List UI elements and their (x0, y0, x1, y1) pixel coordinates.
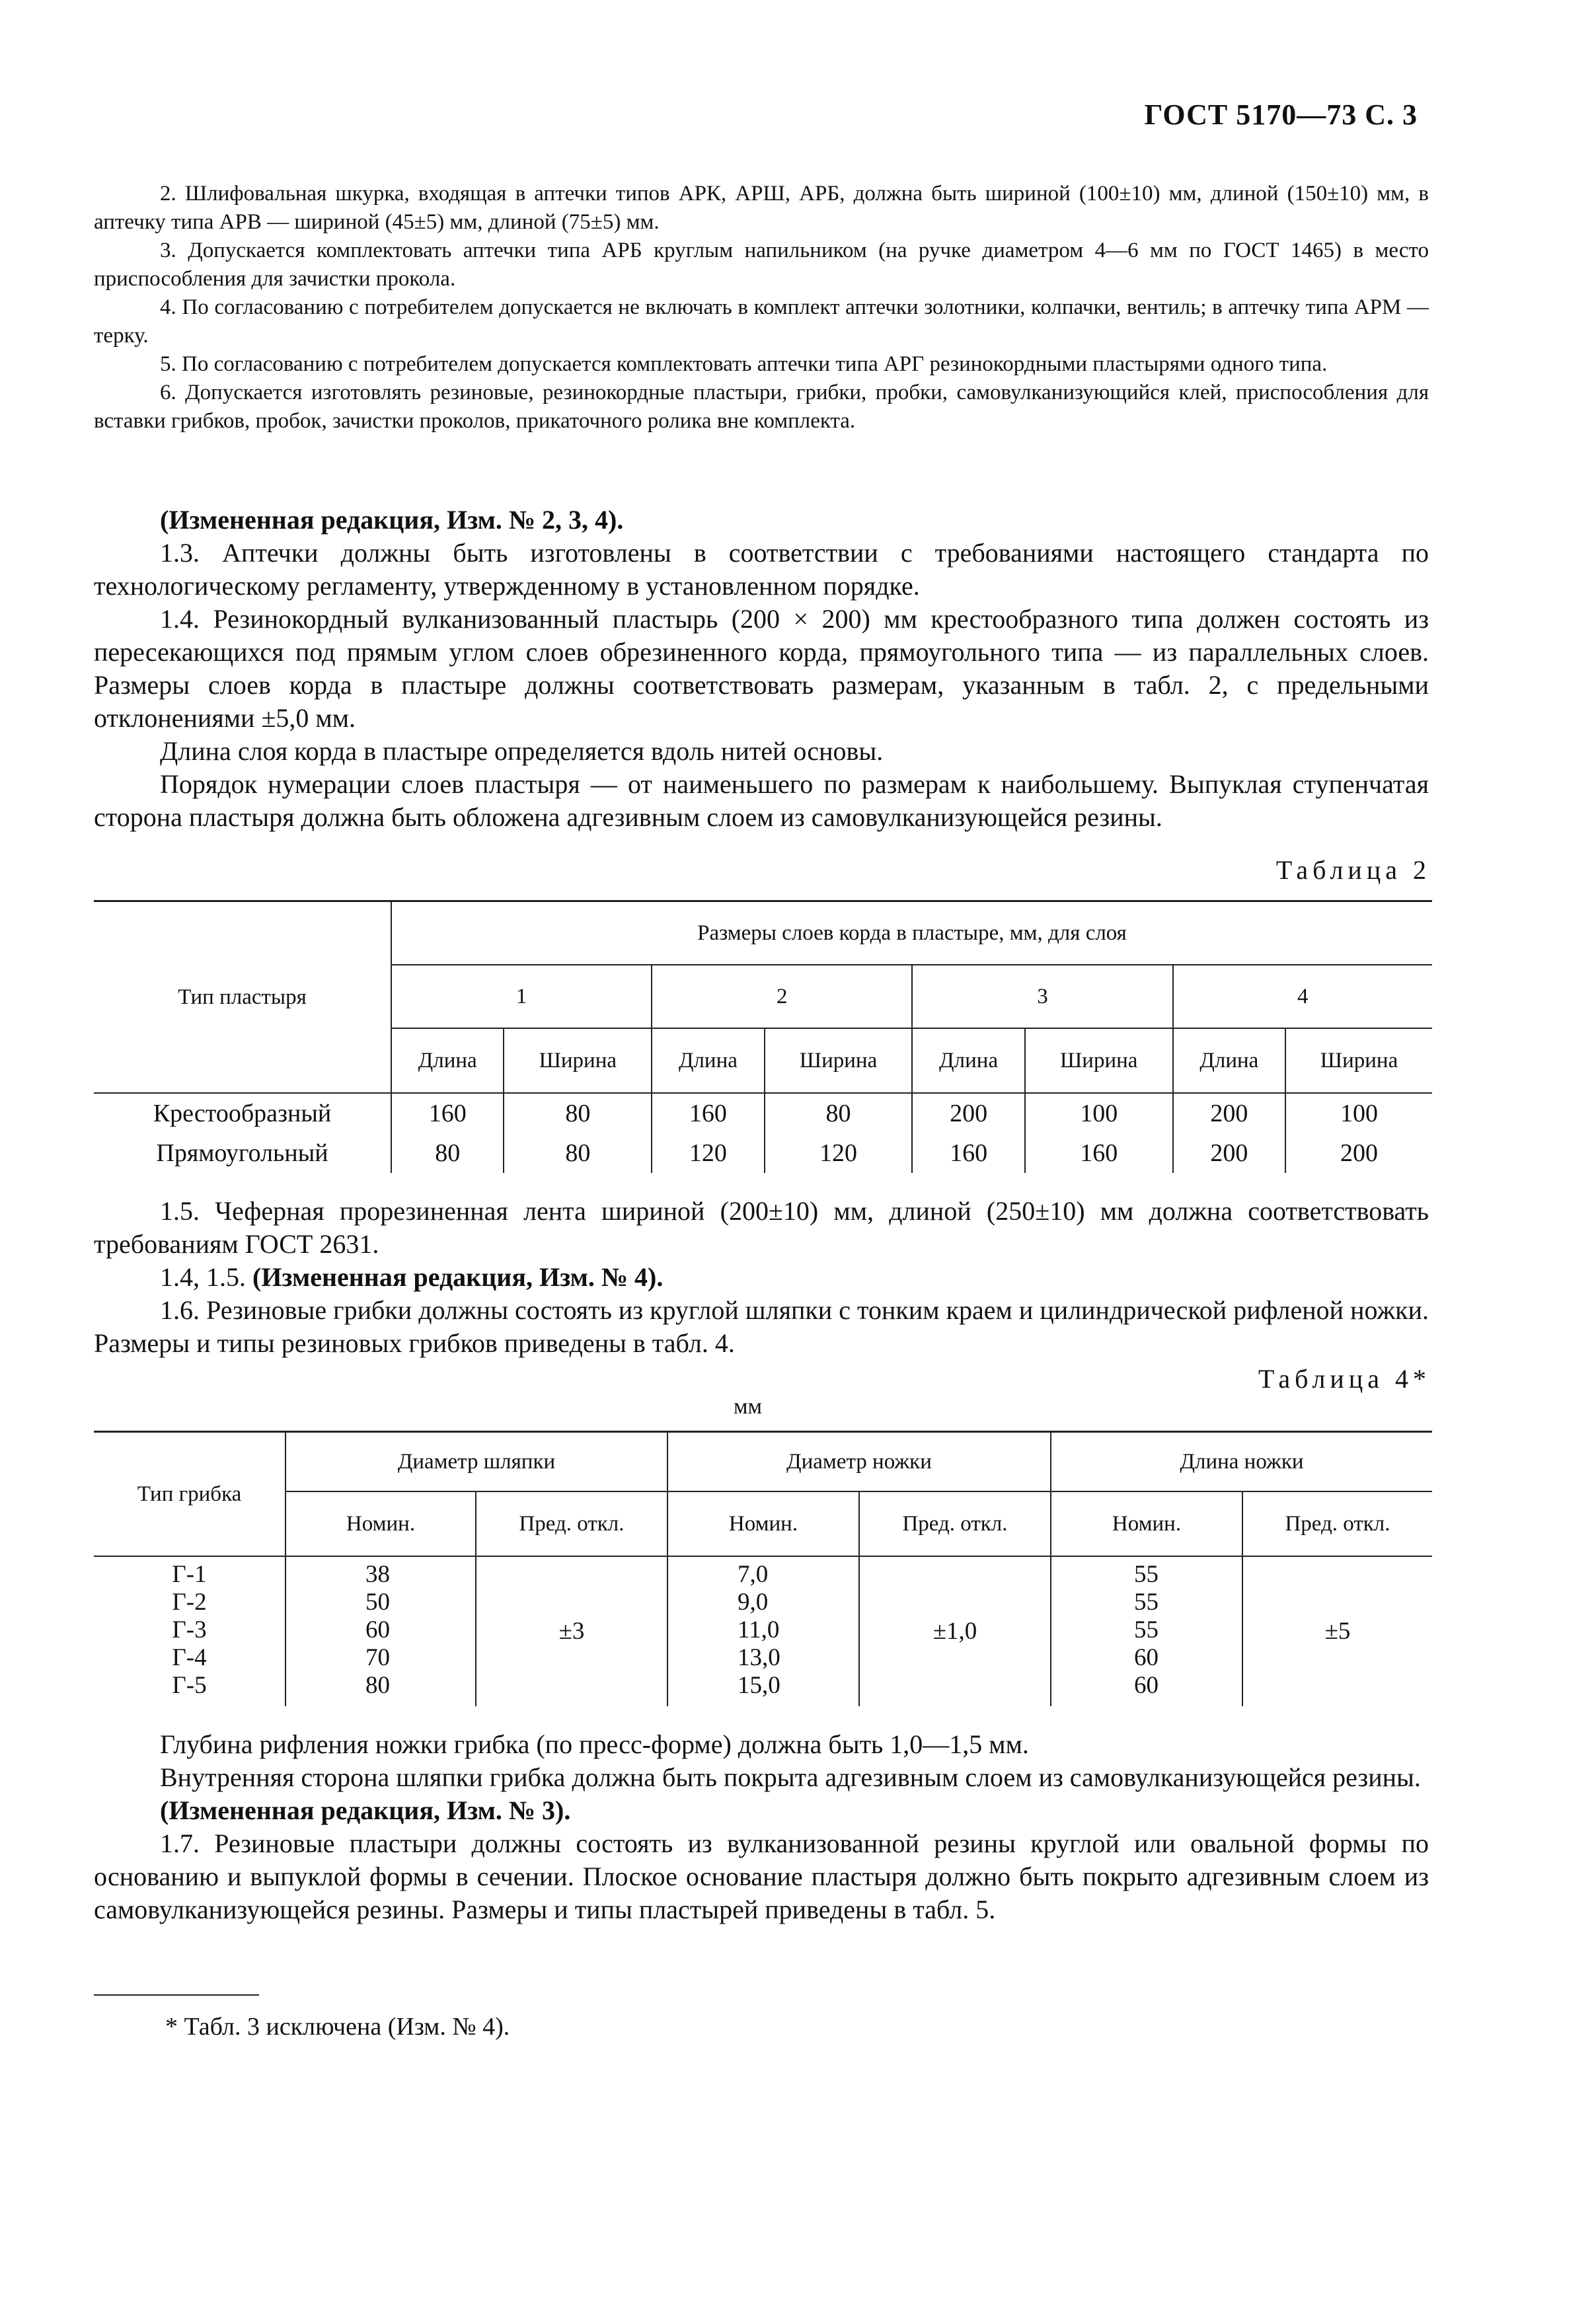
table2-cell: 160 (1025, 1133, 1173, 1173)
table2-cell: 80 (504, 1093, 652, 1133)
footnote-divider (94, 1994, 259, 1996)
table2-sub-length: Длина (1173, 1028, 1285, 1093)
table2-cell: 80 (391, 1133, 504, 1173)
table4-group-leg-diam: Диаметр ножки (667, 1432, 1051, 1492)
table4-cell: 7,0 (738, 1561, 769, 1588)
table4-group-leg-len: Длина ножки (1051, 1432, 1432, 1492)
notes-block (94, 180, 1429, 435)
table4-cell: 55 (1134, 1589, 1159, 1616)
table2-sub-width: Ширина (1025, 1028, 1173, 1093)
table4-cell: 50 (365, 1589, 390, 1616)
revision-note-2-prefix: 1.4, 1.5. (160, 1262, 246, 1292)
table2-row-type: Прямоугольный (156, 1139, 328, 1167)
table4-cell: 38 (365, 1561, 390, 1588)
paragraph-layer-order: Порядок нумерации слоев пластыря — от наименьшего по размерам к наибольшему. Выпуклая ступенчатая сторона пластыря должна быть обложена адгезивным слоем из самовулканизующейся резины. (94, 769, 1429, 832)
table-row (94, 1133, 1432, 1173)
table2-cell: 200 (912, 1093, 1024, 1133)
paragraph-1-6: 1.6. Резиновые грибки должны состоять из круглой шляпки с тонким краем и цилиндрической рифленой ножки. Размеры и типы резиновых грибков приведены в табл. 4. (94, 1295, 1429, 1358)
table4-caption: Таблица 4* (1258, 1364, 1431, 1394)
table4-cell: 70 (365, 1644, 390, 1671)
main-text-c (94, 1728, 1429, 1926)
table4-cell: 55 (1134, 1616, 1159, 1643)
note-5: 5. По согласованию с потребителем допускается комплектовать аптечки типа АРГ резинокордными пластырями одного типа. (160, 352, 1328, 376)
table2-layer-4: 4 (1173, 965, 1432, 1028)
table2-cell: 120 (765, 1133, 913, 1173)
table4-types (94, 1556, 285, 1706)
table4-type-header: Тип грибка (94, 1432, 285, 1557)
table4-type: Г-3 (172, 1616, 207, 1643)
table4-cell: 80 (365, 1672, 390, 1699)
table4-leg-len (1051, 1556, 1242, 1706)
table4-type: Г-5 (172, 1672, 207, 1699)
table4-group-cap: Диаметр шляпки (285, 1432, 667, 1492)
table2-cell: 100 (1025, 1093, 1173, 1133)
table2-cell: 160 (391, 1093, 504, 1133)
table4-leg-diam (667, 1556, 859, 1706)
table2-group-header: Размеры слоев корда в пластыре, мм, для слоя (391, 901, 1432, 965)
paragraph-1-7: 1.7. Резиновые пластыри должны состоять из вулканизованной резины круглой или овальной формы по основанию и выпуклой формы в сечении. Плоское основание пластыря должно быть покрыто адгезивным слоем из самовулканизующейся резины. Размеры и типы пластырей приведены в табл. 5. (94, 1828, 1429, 1924)
table4-cell: 60 (1134, 1672, 1159, 1699)
table2-cell: 200 (1173, 1133, 1285, 1173)
table4-cell: 11,0 (738, 1616, 780, 1643)
table2-cell: 160 (912, 1133, 1024, 1173)
table4-sub-tolerance: Пред. откл. (476, 1491, 667, 1556)
revision-note-3: (Измененная редакция, Изм. № 3). (160, 1795, 571, 1825)
table2-cell: 80 (504, 1133, 652, 1173)
paragraph-cord-length: Длина слоя корда в пластыре определяется вдоль нитей основы. (160, 736, 884, 766)
table-row (94, 1093, 1432, 1133)
paragraph-1-4: 1.4. Резинокордный вулканизованный пластырь (200 × 200) мм крестообразного типа должен состоять из пересекающихся под прямым углом слоев обрезиненного корда, прямоугольного типа — из параллельных слоев. Размеры слоев корда в пластыре должны соответствовать размерам, указанным в табл. 2, с предельными отклонениями ±5,0 мм. (94, 604, 1429, 733)
table4-type: Г-4 (172, 1644, 207, 1671)
table4-cap-diam (285, 1556, 476, 1706)
table2-cell: 120 (652, 1133, 764, 1173)
table2-row-type: Крестообразный (153, 1100, 332, 1127)
note-3: 3. Допускается комплектовать аптечки типа АРБ круглым напильником (на ручке диаметром 4—6 мм по ГОСТ 1465) в место приспособления для зачистки прокола. (94, 239, 1429, 291)
table2-cell: 200 (1285, 1133, 1432, 1173)
table4-type: Г-2 (172, 1589, 207, 1616)
table4-len-tol: ±5 (1242, 1556, 1432, 1706)
table2-layer-3: 3 (912, 965, 1172, 1028)
table4-leg-tol: ±1,0 (859, 1556, 1051, 1706)
table-row (94, 1556, 1432, 1706)
table-2 (94, 900, 1432, 1173)
table4-sub-nominal: Номин. (1051, 1491, 1242, 1556)
table4-cell: 60 (365, 1616, 390, 1643)
table2-sub-width: Ширина (504, 1028, 652, 1093)
table4-cell: 60 (1134, 1644, 1159, 1671)
table4-sub-tolerance: Пред. откл. (859, 1491, 1051, 1556)
table2-layer-2: 2 (652, 965, 912, 1028)
paragraph-1-5: 1.5. Чеферная прорезиненная лента шириной (200±10) мм, длиной (250±10) мм должна соответствовать требованиям ГОСТ 2631. (94, 1196, 1429, 1259)
table2-caption: Таблица 2 (1275, 855, 1431, 885)
table4-unit: мм (734, 1394, 763, 1419)
table2-layer-1: 1 (391, 965, 652, 1028)
table2-sub-length: Длина (912, 1028, 1024, 1093)
table2-cell: 100 (1285, 1093, 1432, 1133)
table4-sub-tolerance: Пред. откл. (1242, 1491, 1432, 1556)
table2-sub-length: Длина (652, 1028, 764, 1093)
paragraph-1-3: 1.3. Аптечки должны быть изготовлены в соответствии с требованиями настоящего стандарта по технологическому регламенту, утвержденному в установленном порядке. (94, 538, 1429, 601)
table4-sub-nominal: Номин. (285, 1491, 476, 1556)
table2-cell: 200 (1173, 1093, 1285, 1133)
table2-sub-length: Длина (391, 1028, 504, 1093)
main-text-a (94, 504, 1429, 834)
table4-cell: 55 (1134, 1561, 1159, 1588)
table4-cap-tol: ±3 (476, 1556, 667, 1706)
footnote: * Табл. 3 исключена (Изм. № 4). (165, 2013, 510, 2041)
table-4 (94, 1431, 1432, 1706)
revision-note-1: (Измененная редакция, Изм. № 2, 3, 4). (160, 505, 624, 535)
note-4: 4. По согласованию с потребителем допускается не включать в комплект аптечки золотники, колпачки, вентиль; в аптечку типа АРМ — терку. (94, 295, 1429, 348)
table2-sub-width: Ширина (1285, 1028, 1432, 1093)
paragraph-inner-side: Внутренняя сторона шляпки грибка должна быть покрыта адгезивным слоем из самовулканизующейся резины. (160, 1762, 1421, 1792)
table4-sub-nominal: Номин. (667, 1491, 859, 1556)
revision-note-2: (Измененная редакция, Изм. № 4). (252, 1262, 664, 1292)
table2-type-header: Тип пластыря (94, 901, 391, 1094)
table2-cell: 80 (765, 1093, 913, 1133)
main-text-b (94, 1195, 1429, 1360)
table4-type: Г-1 (172, 1561, 207, 1588)
table4-cell: 9,0 (738, 1589, 769, 1616)
note-6: 6. Допускается изготовлять резиновые, резинокордные пластыри, грибки, пробки, самовулканизующийся клей, приспособления для вставки грибков, пробок, зачистки проколов, прикаточного ролика вне комплекта. (94, 381, 1429, 433)
table4-cell: 13,0 (738, 1644, 780, 1671)
table4-cell: 15,0 (738, 1672, 780, 1699)
paragraph-depth: Глубина рифления ножки грибка (по пресс-форме) должна быть 1,0—1,5 мм. (160, 1729, 1029, 1759)
table2-cell: 160 (652, 1093, 764, 1133)
note-2: 2. Шлифовальная шкурка, входящая в аптечки типов АРК, АРШ, АРБ, должна быть шириной (100±10) мм, длиной (150±10) мм, в аптечку типа АРВ — шириной (45±5) мм, длиной (75±5) мм. (94, 182, 1429, 234)
page-header: ГОСТ 5170—73 С. 3 (1144, 98, 1418, 131)
table2-sub-width: Ширина (765, 1028, 913, 1093)
